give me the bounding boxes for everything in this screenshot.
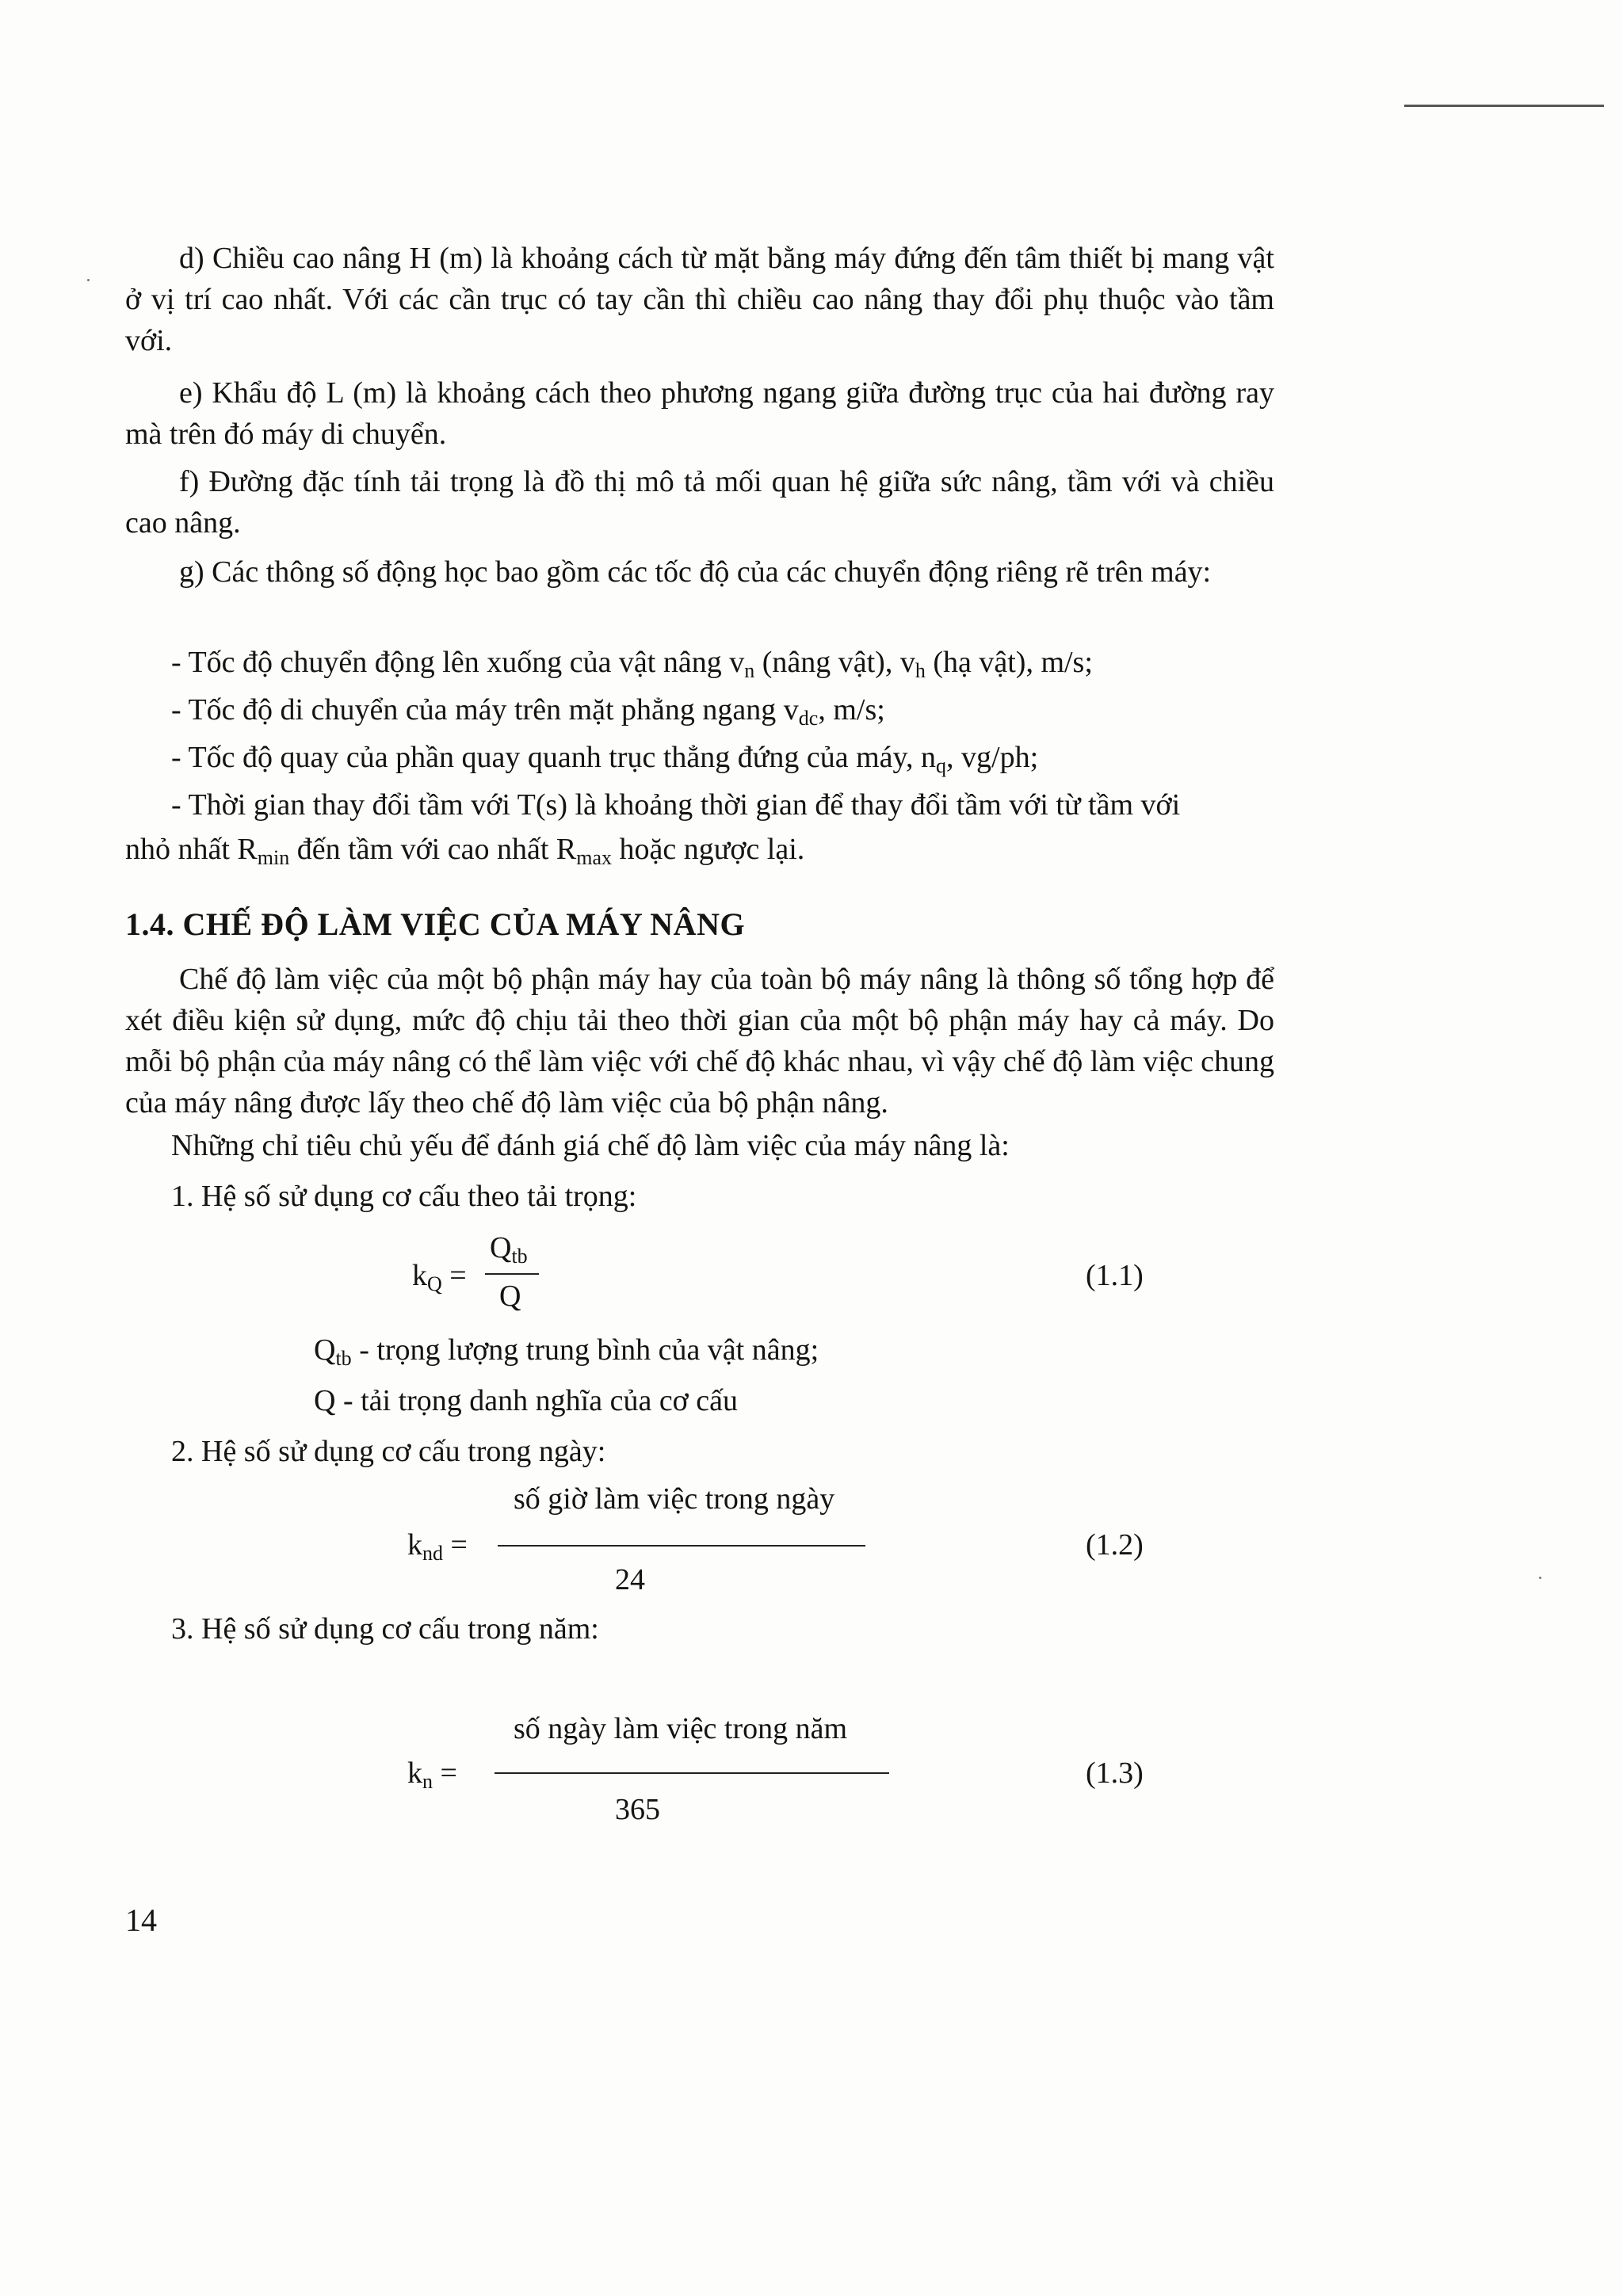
list-item-slewing-speed: - Tốc độ quay của phần quay quanh trục thẳng đứng của máy, $n_q$, vg/ph;: [171, 741, 1039, 777]
formula-1-3-fraction-bar: [495, 1772, 889, 1774]
criterion-3: 3. Hệ số sử dụng cơ cấu trong năm:: [171, 1612, 599, 1646]
paragraph-lifting-height: d) Chiều cao nâng H (m) là khoảng cách từ mặt bằng máy đứng đến tâm thiết bị mang vật ở vị trí cao nhất. Với các cần trục có tay cần thì chiều cao nâng thay đổi phụ thuộc vào tầm với.: [125, 242, 1274, 357]
formula-1-1-numerator: $Q_{tb}$: [490, 1231, 528, 1268]
scan-speck: [1539, 1577, 1541, 1579]
criterion-1: 1. Hệ số sử dụng cơ cấu theo tải trọng:: [171, 1180, 637, 1213]
formula-1-1-fraction-bar: [485, 1273, 539, 1275]
formula-1-3-denominator: 365: [615, 1793, 660, 1826]
paragraph-span: e) Khẩu độ L (m) là khoảng cách theo phương ngang giữa đường trục của hai đường ray mà trên đó máy di chuyển.: [125, 376, 1274, 451]
formula-1-2-denominator: 24: [615, 1563, 645, 1596]
legend-q: Q - tải trọng danh nghĩa của cơ cấu: [314, 1384, 739, 1417]
formula-1-3-numerator: số ngày làm việc trong năm: [514, 1712, 848, 1745]
criteria-intro: Những chỉ tiêu chủ yếu để đánh giá chế độ làm việc của máy nâng là:: [171, 1129, 1010, 1162]
formula-1-1-denominator: Q: [499, 1280, 521, 1313]
list-item-luffing-time: - Thời gian thay đổi tầm với T(s) là khoảng thời gian để thay đổi tầm với từ tầm với: [171, 788, 1181, 822]
paragraph-load-curve: f) Đường đặc tính tải trọng là đồ thị mô tả mối quan hệ giữa sức nâng, tầm với và chiều cao nâng.: [125, 465, 1274, 540]
paragraph-kinematics: g) Các thông số động học bao gồm các tốc độ của các chuyển động riêng rẽ trên máy:: [179, 555, 1212, 589]
paragraph-duty-mode: Chế độ làm việc của một bộ phận máy hay của toàn bộ máy nâng là thông số tổng hợp để xét điều kiện sử dụng, mức độ chịu tải theo thời gian của một bộ phận máy hay cả máy. Do mỗi bộ phận của máy nâng có thể làm việc với chế độ khác nhau, vì vậy chế độ làm việc chung của máy nâng được lấy theo chế độ làm việc của bộ phận nâng.: [125, 963, 1274, 1119]
formula-1-1-label: (1.1): [1086, 1259, 1144, 1292]
formula-1-2-numerator: số giờ làm việc trong ngày: [514, 1482, 835, 1516]
formula-1-3-lhs: $k_n$ =: [407, 1756, 457, 1793]
header-rule: [1404, 105, 1604, 107]
list-item-luffing-time-cont: nhỏ nhất $R_{min}$ đến tầm với cao nhất $R_{max}$ hoặc ngược lại.: [125, 833, 805, 869]
formula-1-3-label: (1.3): [1086, 1756, 1144, 1790]
list-item-lift-speed: - Tốc độ chuyển động lên xuống của vật nâng $v_n$ (nâng vật), $v_h$ (hạ vật), m/s;: [171, 646, 1093, 682]
scan-speck: [87, 279, 90, 281]
formula-1-2-label: (1.2): [1086, 1528, 1144, 1562]
list-item-travel-speed: - Tốc độ di chuyển của máy trên mặt phẳng ngang $v_{dc}$, m/s;: [171, 693, 885, 730]
criterion-2: 2. Hệ số sử dụng cơ cấu trong ngày:: [171, 1435, 606, 1468]
section-heading: 1.4. CHẾ ĐỘ LÀM VIỆC CỦA MÁY NÂNG: [125, 906, 746, 942]
page-number: 14: [125, 1902, 157, 1938]
legend-qtb: $Q_{tb}$ - trọng lượng trung bình của vật nâng;: [314, 1333, 819, 1370]
formula-1-2-fraction-bar: [498, 1545, 865, 1547]
formula-1-1-lhs: $k_Q$ =: [412, 1259, 467, 1295]
formula-1-2-lhs: $k_{nd}$ =: [407, 1528, 468, 1565]
